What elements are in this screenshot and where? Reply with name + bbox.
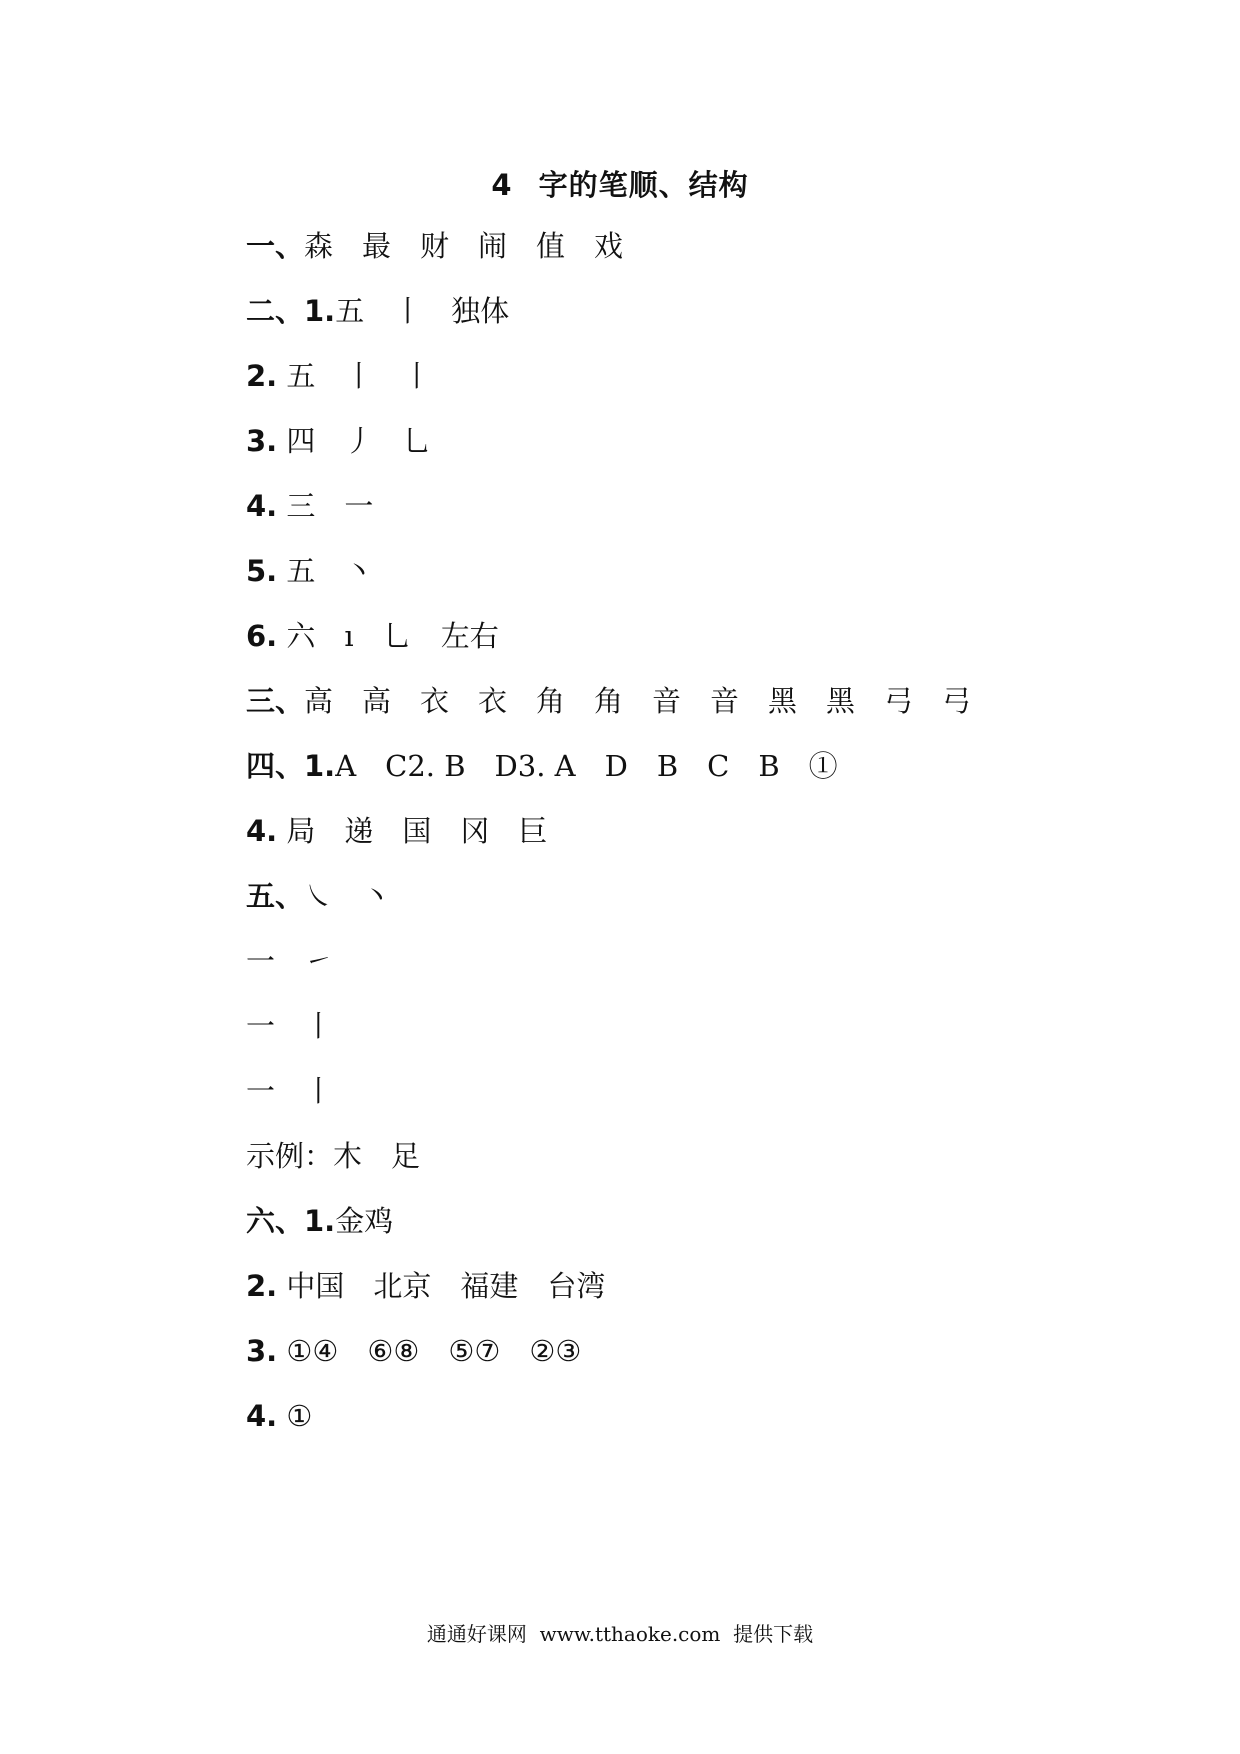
answer-text: 示例：木 足 [246,1139,421,1173]
answer-label: 四、1. [246,749,336,783]
answer-line [246,1331,581,1371]
page-title [0,163,1240,204]
answer-label: 4. [246,489,278,523]
answer-line [246,746,838,786]
answer-text: ①④ ⑥⑧ ⑤⑦ ②③ [277,1334,582,1368]
answer-text: 五 丶 [277,554,374,588]
answer-line [246,291,509,331]
answer-line [246,486,373,526]
answer-line [246,356,431,396]
answer-line [246,941,333,981]
answer-label: 一、 [246,229,305,263]
title-number: 4 [491,168,513,202]
answer-line [246,1201,393,1241]
answer-label: 3. [246,424,278,458]
answer-label: 二、1. [246,294,336,328]
answer-text: ㇏ 丶 [304,879,392,913]
answer-label: 4. [246,814,278,848]
answer-label: 2. [246,1269,278,1303]
answer-text: 三 一 [277,489,374,523]
answer-text: 一 ㇀ [246,944,334,978]
answer-text: 一 丨 [246,1074,334,1108]
answer-line [246,681,971,721]
answer-line [246,616,499,656]
answer-label: 六、1. [246,1204,336,1238]
answer-text: 中国 北京 福建 台湾 [277,1269,606,1303]
answer-line [246,876,391,916]
answer-label: 2. [246,359,278,393]
answer-line [246,1396,312,1436]
answer-text: 五 丨 独体 [335,294,510,328]
answer-text: 森 最 财 闹 值 戏 [304,229,624,263]
footer-source: 通通好课网 www.tthaoke.com 提供下载 [426,1622,814,1646]
answer-text: ① [277,1399,313,1433]
answer-line [246,1266,605,1306]
answer-text: A C2. B D3. A D B C B ① [335,749,838,783]
answer-label: 5. [246,554,278,588]
answer-line [246,1006,333,1046]
answer-line [246,551,373,591]
answer-text: 四 丿 乚 [277,424,432,458]
answer-line [246,811,547,851]
answer-label: 4. [246,1399,278,1433]
answer-text: 高 高 衣 衣 角 角 音 音 黑 黑 弓 弓 [304,684,972,718]
answer-text: 局 递 国 冈 巨 [277,814,548,848]
answer-label: 3. [246,1334,278,1368]
title-text: 字的笔顺、结构 [538,168,749,202]
answer-line [246,1136,420,1176]
answer-label: 三、 [246,684,305,718]
answer-text: 六 ı 乚 左右 [277,619,499,653]
answer-label: 五、 [246,879,305,913]
answer-line [246,226,623,266]
answer-line [246,1071,333,1111]
answer-text: 一 丨 [246,1009,334,1043]
answer-text: 金鸡 [335,1204,394,1238]
answer-line [246,421,431,461]
answer-label: 6. [246,619,278,653]
answer-text: 五 丨 丨 [277,359,432,393]
